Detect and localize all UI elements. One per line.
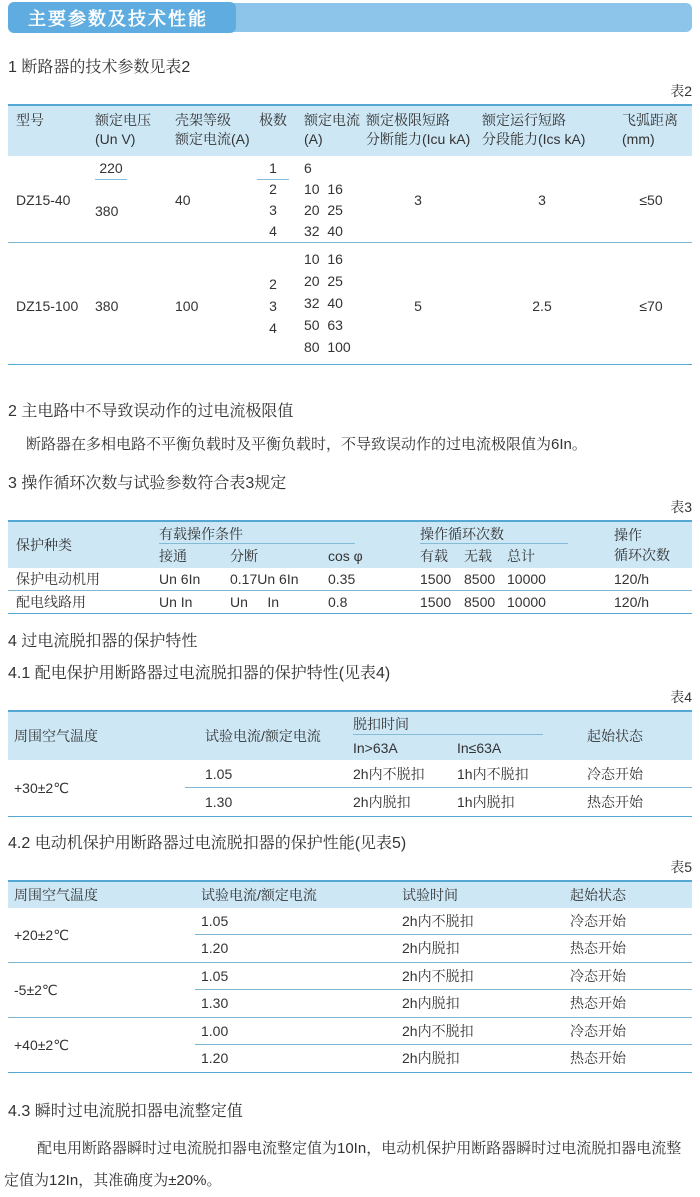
cell-poles: 2 3 4	[269, 276, 277, 336]
table-5-temp-group-plus40	[8, 1018, 692, 1072]
cell-currents: 10 16 20 25 32 40 50 63 80 100	[304, 251, 351, 355]
heading-section-4-3: 4.3 瞬时过电流脱扣器电流整定值	[8, 1103, 243, 1120]
col-header-icu: 额定极限短路 分断能力(Icu kA)	[366, 112, 471, 147]
heading-section-1: 1 断路器的技术参数见表2	[8, 59, 191, 76]
table-2-row-dz15-40	[8, 156, 692, 242]
cell-temp: -5±2℃	[14, 981, 58, 998]
cell-icu: 5	[414, 298, 422, 314]
cell-voltages: 380	[95, 298, 119, 314]
col-header-model: 型号	[16, 112, 44, 128]
table-5-label: 表5	[670, 859, 692, 875]
heading-section-2: 2 主电路中不导致误动作的过电流极限值	[8, 403, 294, 420]
table-5-row: 1.00 2h内不脱扣 冷态开始	[195, 1018, 692, 1045]
group-load-operating-conditions: 有载操作条件 接通 分断 cos φ	[155, 522, 408, 568]
table-5-row: 1.05 2h内不脱扣 冷态开始	[195, 963, 692, 990]
table-5-row: 1.20 2h内脱扣 热态开始	[201, 1050, 626, 1066]
table-4-row: 1.30 2h内脱扣 1h内脱扣 热态开始	[205, 794, 643, 810]
cell-icu: 3	[414, 192, 422, 208]
col-header-protection-type: 保护种类	[16, 537, 72, 553]
table-2-breaker-parameters	[8, 104, 692, 365]
paragraph-section-4-3: 配电用断路器瞬时过电流脱扣器电流整定值为10In，电动机保护用断路器瞬时过电流脱扣器电流整定值为12In，其准确度为±20%。	[4, 1140, 682, 1189]
cell-poles: 1 2 3 4	[250, 158, 296, 242]
sub-header-in-gt-63a: In>63A	[353, 739, 398, 756]
sub-header-in-le-63a: In≤63A	[457, 739, 502, 756]
table-5-temp-group-plus20	[8, 908, 692, 963]
cell-arc-distance: ≤70	[639, 298, 663, 314]
table-2-row-dz15-100	[8, 243, 692, 364]
cell-temp: +30±2℃	[14, 779, 69, 796]
table-3-operation-cycles	[8, 520, 692, 614]
col-header-test-time: 试验时间	[402, 887, 458, 903]
sub-header-break: 分断	[230, 548, 258, 564]
col-header-ambient-temp: 周围空气温度	[14, 887, 98, 903]
heading-section-4: 4 过电流脱扣器的保护特性	[8, 633, 198, 650]
group-operation-cycle-counts: 操作循环次数 有载 无载 总计	[408, 522, 598, 568]
cell-frame: 100	[175, 298, 199, 314]
sub-header-on: 接通	[159, 548, 187, 564]
cell-voltages: 220 380	[88, 158, 165, 242]
table-4-distribution-trip-characteristics	[8, 710, 692, 817]
table-3-header	[8, 522, 692, 568]
table-5-temp-group-minus5	[8, 963, 692, 1018]
table-5-motor-trip-performance	[8, 880, 692, 1073]
banner-title: 主要参数及技术性能	[28, 8, 208, 29]
paragraph-section-2: 断路器在多相电路不平衡负载时及平衡负载时，不导致误动作的过电流极限值为6In。	[26, 436, 587, 453]
col-header-voltage: 额定电压 (Un V)	[95, 112, 151, 147]
table-3-row-distribution-line: 配电线路用 Un In Un In 0.8 1500 8500 10000 120/h	[16, 594, 650, 610]
table-3-label: 表3	[670, 499, 692, 515]
col-header-ambient-temp: 周围空气温度	[14, 728, 98, 744]
section-banner	[8, 3, 692, 32]
table-3-row-motor-protection: 保护电动机用 Un 6In 0.17Un 6In 0.35 1500 8500 10000 120/h	[16, 571, 650, 587]
table-5-row: 1.30 2h内脱扣 热态开始	[201, 995, 626, 1011]
sub-header-cos-phi: cos φ	[328, 548, 363, 564]
table-4-temp-group	[8, 760, 692, 816]
col-header-operation-rate: 操作 循环次数	[614, 527, 670, 563]
cell-currents: 6 10 16 20 25 32 40	[304, 160, 343, 239]
table-5-header	[8, 882, 692, 908]
col-header-frame: 壳架等级 额定电流(A)	[175, 112, 250, 147]
heading-section-4-2: 4.2 电动机保护用断路器过电流脱扣器的保护性能(见表5)	[8, 835, 407, 852]
heading-section-4-1: 4.1 配电保护用断路器过电流脱扣器的保护特性(见表4)	[8, 665, 391, 682]
col-header-test-current-ratio: 试验电流/额定电流	[201, 887, 317, 903]
cell-model: DZ15-40	[16, 192, 71, 208]
cell-temp: +20±2℃	[14, 926, 69, 943]
cell-arc-distance: ≤50	[639, 192, 663, 208]
col-header-test-current-ratio: 试验电流/额定电流	[205, 728, 321, 744]
col-header-poles: 极数	[259, 112, 287, 128]
table-4-label: 表4	[670, 689, 692, 705]
cell-frame: 40	[175, 192, 191, 208]
table-5-row: 1.05 2h内不脱扣 冷态开始	[195, 908, 692, 935]
heading-section-3: 3 操作循环次数与试验参数符合表3规定	[8, 475, 287, 492]
table-4-header	[8, 712, 692, 760]
cell-ics: 3	[538, 192, 546, 208]
col-header-initial-state: 起始状态	[587, 728, 643, 744]
banner-title-pill	[8, 2, 236, 33]
sub-header-unloaded: 无载	[464, 548, 492, 564]
col-header-arc: 飞弧距离 (mm)	[622, 112, 678, 147]
col-header-current: 额定电流 (A)	[304, 112, 360, 147]
table-4-row: 1.05 2h内不脱扣 1h内不脱扣 冷态开始	[185, 760, 692, 788]
table-2-label: 表2	[670, 83, 692, 99]
cell-ics: 2.5	[532, 298, 552, 314]
table-5-row: 1.20 2h内脱扣 热态开始	[201, 940, 626, 956]
cell-model: DZ15-100	[16, 298, 79, 314]
col-header-initial-state: 起始状态	[570, 887, 626, 903]
sub-header-loaded: 有载	[420, 548, 448, 564]
table-2-header-row	[8, 106, 692, 156]
sub-header-total: 总计	[507, 548, 535, 564]
group-trip-time: 脱扣时间 In>63A In≤63A	[350, 712, 585, 760]
datasheet-page	[0, 3, 700, 1197]
cell-temp: +40±2℃	[14, 1036, 69, 1053]
col-header-ics: 额定运行短路 分段能力(Ics kA)	[482, 112, 586, 147]
